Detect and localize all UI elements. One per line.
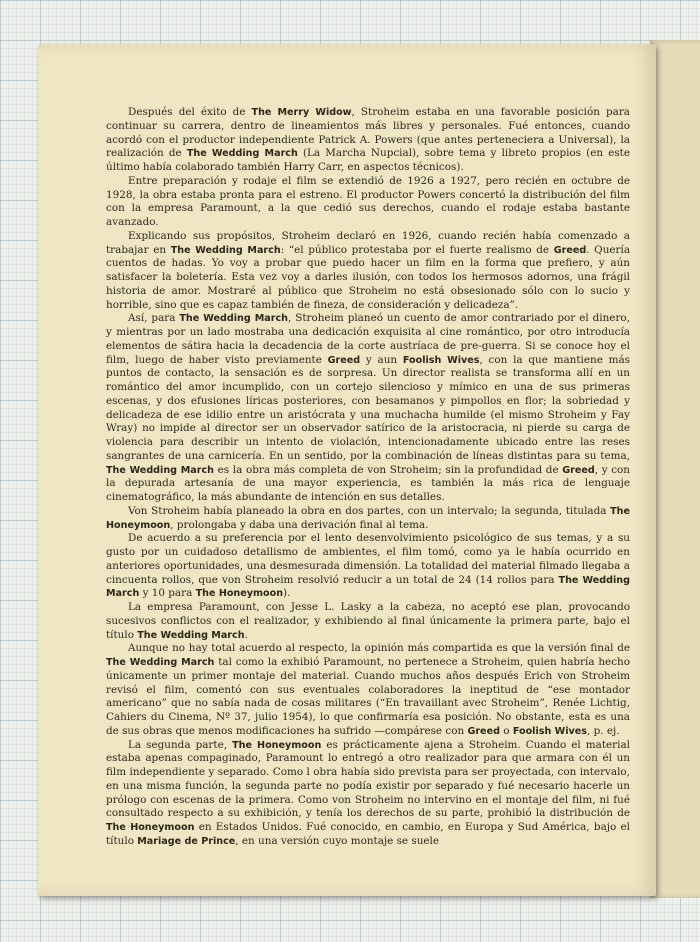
film-title: The Honeymoon <box>106 822 195 833</box>
paragraph <box>106 601 630 642</box>
film-title: The Wedding March <box>106 574 630 600</box>
text-run: : “el público protestaba por el fuerte realismo de <box>280 243 554 256</box>
text-run: , Stroheim planeó un cuento de amor contrariado por el dinero, y mientras por un lado mostraba una dedicación exquisita al cine romántico, por otro introducía elementos de sátira hacia la decadencia de la corte austríaca de pre-guerra. Si se conoce hoy el film, luego de haber visto previamente <box>106 312 630 366</box>
text-run: Explicando sus propósitos, Stroheim declaró en 1926, cuando recién había comenzado a trabajar en <box>106 229 630 256</box>
paragraph <box>106 175 630 230</box>
film-title: The Honeymoon <box>195 588 284 600</box>
paragraph <box>106 532 630 601</box>
text-run: Aunque no hay total acuerdo al respecto, la opinión más compartida es que la versión final de <box>128 642 630 655</box>
text-run: Después del éxito de <box>128 106 252 118</box>
paragraph <box>106 230 630 313</box>
text-run: tal como la exhibió Paramount, no pertenece a Stroheim, quien habría hecho únicamente un primer montaje del material. Cuando muchos años después Erich von Stroheim revisó el film, comentó con sus eventuales colaboradores la ineptitud de “ese montador americano” que no sabía nada de cosas militares (“En travaillant avec Stroheim”, Renée Lichtig, Cahiers du Cinema, Nº 37, julio 1954), lo que confirmaría esa posición. No obstante, esta es una de sus obras que menos modificaciones ha sufrido —compárese con <box>106 656 630 737</box>
film-title: Greed <box>553 244 587 256</box>
film-title: Greed <box>467 725 500 737</box>
text-run: (La Marcha Nupcial), sobre tema y libreto propios (en este último había colaborado también Harry Carr, en aspectos técnicos). <box>106 147 631 173</box>
text-run: , en una versión cuyo montaje se suele <box>235 834 440 847</box>
film-title: The Honeymoon <box>232 739 322 751</box>
text-run: Así, para <box>128 312 180 325</box>
film-title: Greed <box>562 464 595 476</box>
paragraph <box>106 642 630 738</box>
film-title: Mariage de Prince <box>137 835 236 847</box>
text-run: , prolongaba y daba una derivación final al tema. <box>170 518 429 531</box>
paragraph <box>106 106 630 175</box>
paragraph <box>106 505 630 533</box>
film-title: Foolish Wives <box>512 725 587 737</box>
text-run: y 10 para <box>139 587 196 600</box>
film-title: The Merry Widow <box>251 107 352 118</box>
text-run: o <box>499 724 513 737</box>
text-run: Von Stroheim había planeado la obra en dos partes, con un intervalo; la segunda, titulada <box>128 504 611 517</box>
text-run: , Stroheim estaba en una favorable posición para continuar su carrera, dentro de lineamientos más libres y personales. Fué entonces, cuando acordó con el productor independiente Patrick A. Powers (que antes perteneciera a Universal), la realización de <box>106 106 630 160</box>
adjacent-page-edge <box>650 40 700 898</box>
text-run: , y con la depurada artesanía de una mayor experiencia, es también la más rica de lenguaje cinematográfico, la más abundante de intención en sus detalles. <box>106 463 630 503</box>
film-title: The Wedding March <box>106 464 214 476</box>
film-title: The Wedding March <box>186 148 298 160</box>
book-page <box>38 44 656 896</box>
film-title: Greed <box>327 354 361 366</box>
text-run: Entre preparación y rodaje el film se extendió de 1926 a 1927, pero recién en octubre de 1928, la obra estaba pronta para el estreno. El productor Powers concertó la distribución del film con la empresa Paramount, a la que cedió sus derechos, cuando el rodaje estaba bastante avanzado. <box>106 174 630 228</box>
paragraph <box>106 312 630 505</box>
page-body-text <box>106 106 630 849</box>
film-title: The Wedding March <box>137 629 245 641</box>
text-run: , p. ej. <box>586 724 620 737</box>
film-title: The Honeymoon <box>106 505 630 531</box>
text-run: es prácticamente ajena a Stroheim. Cuando el material estaba apenas compaginado, Paramount lo entregó a otro realizador para que armara con él un film independiente y separado. Como l obra había sido prevista para ser proyectada, con intervalo, en una misma función, la segunda parte no podía existir por separado y fué necesario hacerle un prólogo con escenas de la primera. Como von Stroheim no intervino en el montaje del film, ni fué consultado respecto a su exhibición, y tenía los derechos de su parte, prohibió la distribución de <box>106 738 630 820</box>
text-run: , con la que mantiene más puntos de contacto, la sensación es de sorpresa. Un director realista se transforma allí en un romántico del amor incumplido, con un cortejo silencioso y mímico en una de sus primeras escenas, y dos efusiones líricas posteriores, con besamanos y pimpollos en flor; la sobriedad y delicadeza de ese idilio entre un aristócrata y una muchacha humilde (el mismo Stroheim y Fay Wray) no impide al director ser un observador satírico de la aristocracia, ni pierde su carga de violencia para describir un intento de violación, intencionadamente ubicado entre las reses sangrantes de una carnicería. En un sentido, por la combinación de líneas distintas para su tema, <box>106 353 630 462</box>
text-run: . <box>244 628 248 641</box>
text-run: en Estados Unidos. Fué conocido, en cambio, en Europa y Sud América, bajo el título <box>106 821 630 847</box>
text-run: . Quería cuentos de hadas. Yo voy a probar que puedo hacer un film en la forma que prefiero, y aún satisfacer la boletería. Esta vez voy a darles ilusión, con todos los hermosos adornos, una frágil historia de amor. Mostraré al público que Stroheim no está obsesionado sólo con lo sucio y horrible, sino que es capaz también de fineza, de consideración y delicadeza”. <box>106 243 631 311</box>
text-run: De acuerdo a su preferencia por el lento desenvolvimiento psicológico de sus temas, y a su gusto por un cuidadoso detallismo de ambientes, el film tomó, como ya le había ocurrido en anteriores oportunidades, una desmesurada dimensión. La totalidad del material filmado llegaba a cincuenta rollos, que von Stroheim resolvió reducir a un total de 24 (14 rollos para <box>106 532 630 586</box>
film-title: The Wedding March <box>170 244 281 256</box>
film-title: Foolish Wives <box>402 354 480 366</box>
film-title: The Wedding March <box>106 657 215 668</box>
text-run: La empresa Paramount, con Jesse L. Lasky a la cabeza, no aceptó ese plan, provocando sucesivos conflictos con el realizador, y exhibiendo al final únicamente la primera parte, bajo el título <box>106 601 630 641</box>
text-run: ). <box>283 587 291 600</box>
text-run: es la obra más completa de von Stroheim; sin la profundidad de <box>214 463 563 476</box>
text-run: La segunda parte, <box>128 738 233 751</box>
film-title: The Wedding March <box>179 313 288 325</box>
paragraph <box>106 739 630 849</box>
text-run: y aun <box>360 353 403 366</box>
